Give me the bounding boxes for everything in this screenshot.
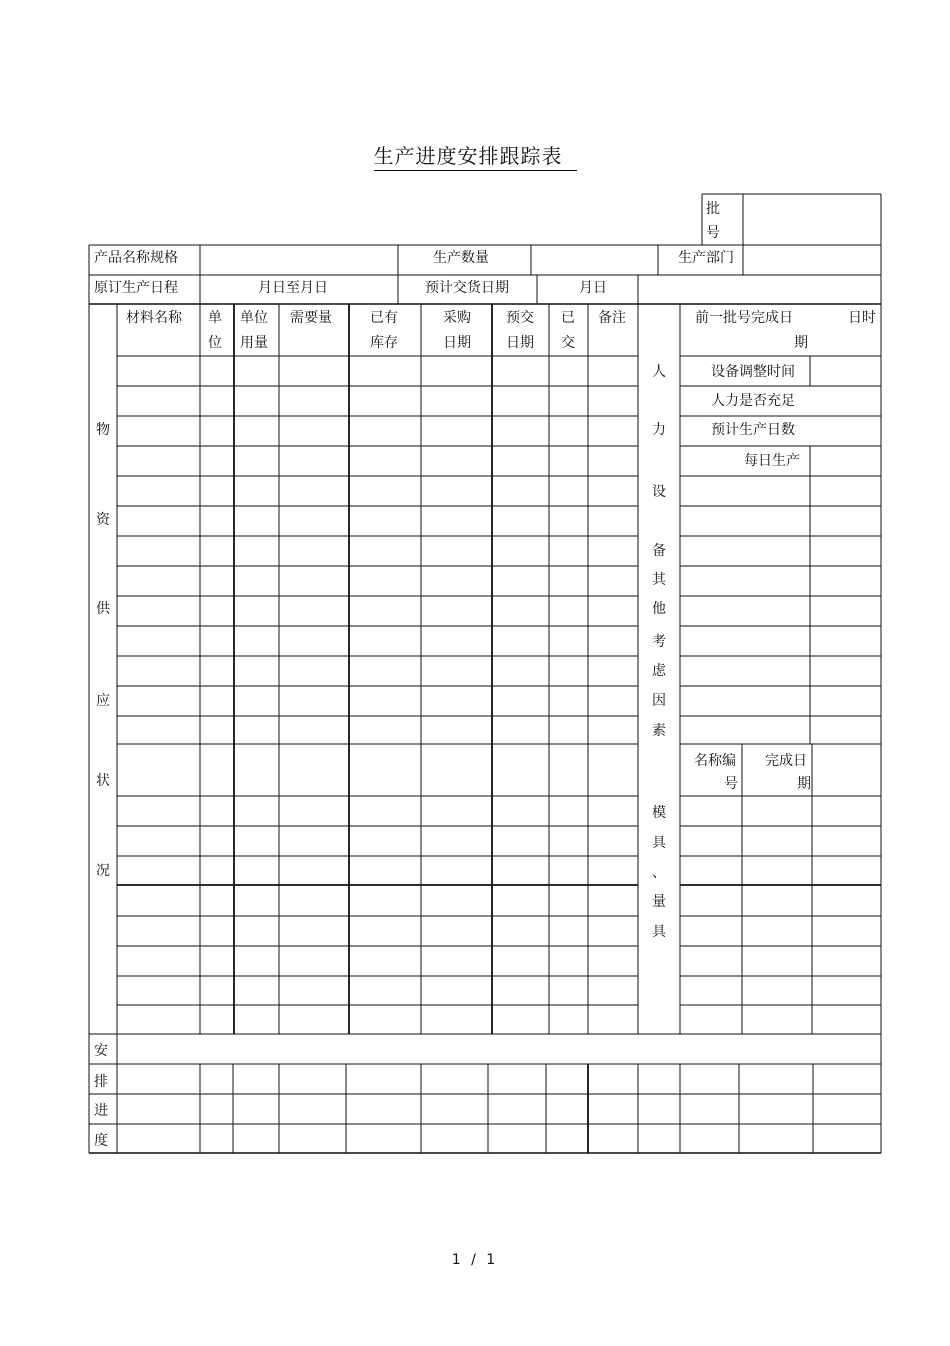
col-expected-date-2: 日期 <box>506 335 534 351</box>
col-unit-1: 单 <box>208 310 222 326</box>
schedule-section-label-char: 度 <box>94 1133 108 1149</box>
manpower-section-label-char: 设 <box>652 484 666 500</box>
manpower-section-label-char: 备 <box>652 543 666 559</box>
molds-section-label-char: 具 <box>652 835 666 851</box>
prev-batch-date-2: 期 <box>794 335 808 351</box>
batch-label-2: 号 <box>706 225 720 241</box>
materials-section-label-char: 资 <box>96 512 110 528</box>
col-required-qty: 需要量 <box>290 310 332 326</box>
mold-name-no-1: 名称编 <box>694 753 736 769</box>
col-unit-usage-1: 单位 <box>240 310 268 326</box>
product-name-label: 产品名称规格 <box>94 250 178 266</box>
materials-section-label-char: 供 <box>96 601 110 617</box>
manpower-section-label-char: 人 <box>652 364 666 380</box>
col-delivered-2: 交 <box>561 335 575 351</box>
schedule-section-label-char: 安 <box>94 1043 108 1059</box>
materials-section-label-char: 况 <box>96 863 110 879</box>
materials-section-label-char: 应 <box>96 693 110 709</box>
estimated-days: 预计生产日数 <box>711 422 795 438</box>
molds-section-label-char: 具 <box>652 924 666 940</box>
col-purchase-date-2: 日期 <box>443 335 471 351</box>
molds-section-label-char: 量 <box>652 894 666 910</box>
manpower-sufficient: 人力是否充足 <box>711 393 795 409</box>
manpower-section-label-char: 考 <box>652 634 666 650</box>
mold-done-date-2: 期 <box>797 776 811 792</box>
col-stock-1: 已有 <box>370 310 398 326</box>
col-unit-2: 位 <box>208 335 222 351</box>
col-stock-2: 库存 <box>370 335 398 351</box>
col-unit-usage-2: 用量 <box>240 335 268 351</box>
delivery-label: 预计交货日期 <box>425 280 509 296</box>
manpower-section-label-char: 他 <box>652 601 666 617</box>
materials-section-label-char: 物 <box>96 422 110 438</box>
page-number: 1 / 1 <box>451 1252 499 1268</box>
form-title-text: 生产进度安排跟踪表 <box>374 144 577 171</box>
col-expected-date-1: 预交 <box>506 310 534 326</box>
molds-section-label-char: 、 <box>652 865 666 881</box>
materials-section-label-char: 状 <box>96 773 110 789</box>
manpower-section-label-char: 力 <box>652 422 666 438</box>
prev-batch-time: 日时 <box>848 310 876 326</box>
col-material-name: 材料名称 <box>126 310 182 326</box>
delivery-value: 月日 <box>579 280 607 296</box>
col-delivered-1: 已 <box>561 310 575 326</box>
department-label: 生产部门 <box>678 250 734 266</box>
col-purchase-date-1: 采购 <box>443 310 471 326</box>
quantity-label: 生产数量 <box>433 250 489 266</box>
manpower-section-label-char: 因 <box>652 693 666 709</box>
col-remarks: 备注 <box>598 310 626 326</box>
schedule-section-label-char: 进 <box>94 1103 108 1119</box>
daily-output: 每日生产 <box>744 453 800 469</box>
molds-section-label-char: 模 <box>652 805 666 821</box>
mold-name-no-2: 号 <box>724 776 738 792</box>
manpower-section-label-char: 虑 <box>652 663 666 679</box>
batch-label-1: 批 <box>706 201 720 217</box>
prev-batch-date-1: 前一批号完成日 <box>695 310 793 326</box>
schedule-section-label-char: 排 <box>94 1074 108 1090</box>
manpower-section-label-char: 其 <box>652 572 666 588</box>
schedule-label: 原订生产日程 <box>94 280 178 296</box>
manpower-section-label-char: 素 <box>652 723 666 739</box>
schedule-value: 月日至月日 <box>258 280 328 296</box>
equipment-adjust-time: 设备调整时间 <box>711 364 795 380</box>
mold-done-date-1: 完成日 <box>765 753 807 769</box>
